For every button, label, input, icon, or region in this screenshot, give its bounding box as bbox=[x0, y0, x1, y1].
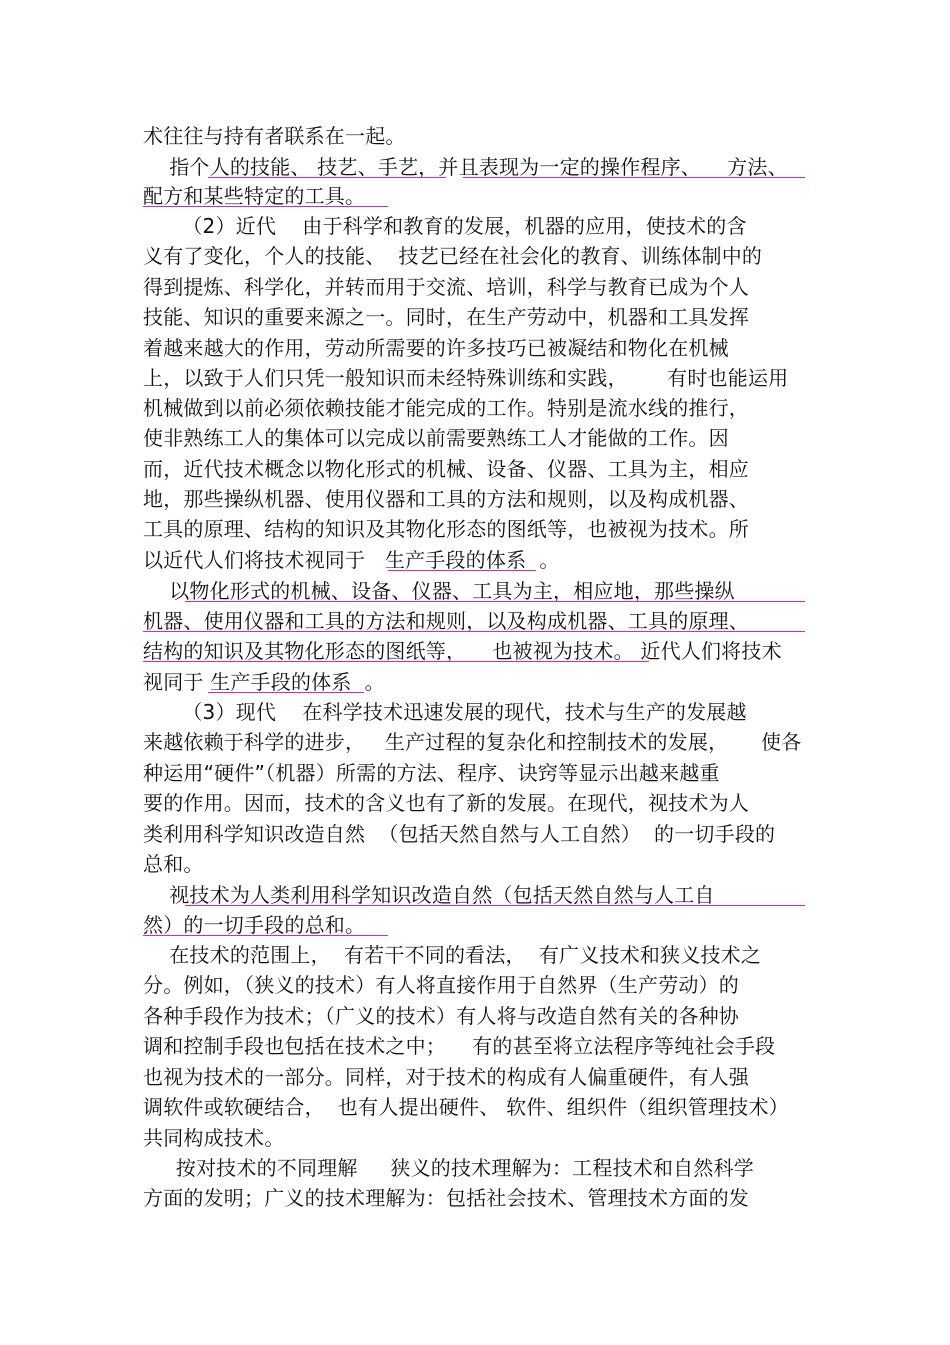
text-line: 结构的知识及其物化形态的图纸等， 也被视为技术。 近代人们将技术 bbox=[143, 639, 782, 663]
text-line: 然）的一切手段的总和。 bbox=[143, 913, 366, 937]
text-line: 类利用科学知识改造自然 （包括天然自然与人工自然） 的一切手段的 bbox=[143, 822, 776, 846]
text-line: 得到提炼、科学化，并转而用于交流、培训，科学与教育已成为个人 bbox=[143, 275, 749, 299]
highlight-underline bbox=[143, 631, 805, 632]
text-line: 机械做到以前必须依赖技能才能完成的工作。特别是流水线的推行， bbox=[143, 396, 749, 420]
highlight-underline bbox=[463, 177, 805, 178]
text-line: 以物化形式的机械、设备、仪器、工具为主，相应地，那些操纵 bbox=[143, 579, 735, 603]
text-line: 方面的发明；广义的技术理解为：包括社会技术、管理技术方面的发 bbox=[143, 1186, 749, 1210]
text-line: 配方和某些特定的工具。 bbox=[143, 184, 366, 208]
highlight-underline bbox=[143, 935, 388, 936]
text-line: 视技术为人类利用科学知识改造自然（包括天然自然与人工自 bbox=[143, 883, 715, 907]
text-line: 共同构成技术。 bbox=[143, 1126, 285, 1150]
text-line: 总和。 bbox=[143, 852, 204, 876]
highlight-underline bbox=[143, 206, 388, 207]
text-line: 种运用“硬件”（机器）所需的方法、程序、诀窍等显示出越来越重 bbox=[143, 761, 720, 785]
text-line: 机器、使用仪器和工具的方法和规则，以及构成机器、工具的原理、 bbox=[143, 609, 749, 633]
text-line: 上，以致于人们只凭一般知识而未经特殊训练和实践， 有时也能运用 bbox=[143, 366, 789, 390]
text-line: 使非熟练工人的集体可以完成以前需要熟练工人才能做的工作。因 bbox=[143, 426, 729, 450]
text-line: 视同于 生产手段的体系 。 bbox=[143, 670, 385, 694]
highlight-underline bbox=[208, 177, 446, 178]
text-line: 各种手段作为技术；（广义的技术）有人将与改造自然有关的各种协 bbox=[143, 1004, 739, 1028]
text-line: 指个人的技能、 技艺、手艺，并且表现为一定的操作程序、 方法、 bbox=[143, 155, 788, 179]
text-line: 地，那些操纵机器、使用仪器和工具的方法和规则，以及构成机器、 bbox=[143, 487, 749, 511]
highlight-underline bbox=[388, 570, 536, 571]
text-line: 调软件或软硬结合， 也有人提出硬件、 软件、组织件（组织管理技术） bbox=[143, 1095, 789, 1119]
text-line: 着越来越大的作用，劳动所需要的许多技巧已被凝结和物化在机械 bbox=[143, 336, 729, 360]
text-line: 工具的原理、结构的知识及其物化形态的图纸等，也被视为技术。所 bbox=[143, 517, 749, 541]
text-line: （2）近代 由于科学和教育的发展，机器的应用，使技术的含 bbox=[143, 214, 747, 238]
text-line: 术往往与持有者联系在一起。 bbox=[143, 124, 406, 148]
highlight-underline bbox=[185, 601, 805, 602]
text-line: （3）现代 在科学技术迅速发展的现代，技术与生产的发展越 bbox=[143, 700, 747, 724]
text-line: 来越依赖于科学的进步， 生产过程的复杂化和控制技术的发展， 使各 bbox=[143, 730, 802, 754]
text-line: 要的作用。因而，技术的含义也有了新的发展。在现代，视技术为人 bbox=[143, 791, 749, 815]
text-line: 分。例如，（狭义的技术）有人将直接作用于自然界（生产劳动）的 bbox=[143, 973, 739, 997]
highlight-underline bbox=[208, 692, 364, 693]
text-line: 在技术的范围上， 有若干不同的看法， 有广义技术和狭义技术之 bbox=[143, 943, 762, 967]
text-line: 按对技术的不同理解 狭义的技术理解为：工程技术和自然科学 bbox=[143, 1156, 754, 1180]
highlight-underline bbox=[185, 905, 805, 906]
text-line: 义有了变化，个人的技能、 技艺已经在社会化的教育、训练体制中的 bbox=[143, 244, 763, 268]
text-line: 也视为技术的一部分。同样，对于技术的构成有人偏重硬件，有人强 bbox=[143, 1065, 749, 1089]
highlight-underline bbox=[143, 661, 649, 662]
text-line: 技能、知识的重要来源之一。同时，在生产劳动中，机器和工具发挥 bbox=[143, 305, 749, 329]
text-line: 以近代人们将技术视同于 生产手段的体系 。 bbox=[143, 548, 560, 572]
text-line: 调和控制手段也包括在技术之中； 有的甚至将立法程序等纯社会手段 bbox=[143, 1034, 776, 1058]
text-line: 而，近代技术概念以物化形式的机械、设备、仪器、工具为主，相应 bbox=[143, 457, 749, 481]
